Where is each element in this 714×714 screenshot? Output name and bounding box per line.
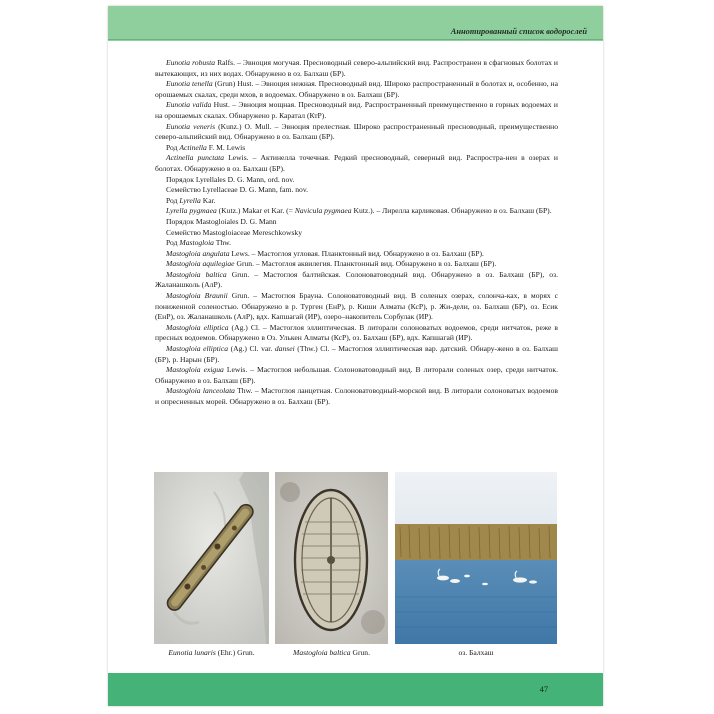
figure-caption: Eunotia lunaris (Ehr.) Grun. — [168, 648, 255, 657]
header-divider — [108, 39, 603, 40]
header-bar — [108, 6, 603, 41]
species-list — [155, 58, 558, 408]
list-item: Род Lyrella Kar. — [166, 195, 216, 205]
list-item: Lyrella pygmaea (Kutz.) Makar et Kar. (= Navicula pygmaea Kutz.). – Лирелла карликовая. Обнаружено в оз. Балхаш (БР). — [166, 206, 552, 216]
list-item: Eunotia veneris (Kunz.) O. Mull. – Эвноция прелестная. Широко распространенный пресноводный, преимущественно северо-альпийский вид. Обнаружено в оз. Балхаш (БР). — [155, 121, 558, 142]
micrograph-eunotia-lunaris — [154, 472, 269, 644]
list-item: Mastogloia Braunii Grun. – Мастоглоя Брауна. Солоноватоводный вид. В соленых озерах, солонча-ках, в морях с пониженной соленостью. Обнаружено в р. Турген (ЕнР), р. Киши Алматы (КсР), р. Жи-дели, оз. Балхаш (БР), оз. Есик (ЕнР), оз. Жаланашколь (АлР), вдх. Капшагай (ИР), озеро–накопитель Сорбулак (ИР). — [155, 291, 558, 322]
list-item: Семейство Mastogloiaceae Mereschkowsky — [166, 227, 303, 237]
running-header-title: Аннотированный список водорослей — [450, 27, 587, 36]
list-item: Mastogloia elliptica (Ag.) Cl. var. dansei (Thw.) Cl. – Мастоглоя эллиптическая вар. датский. Обнару-жено в оз. Балхаш (БР), р. Нарын (БР). — [155, 344, 558, 364]
micrograph-mastogloia-baltica — [275, 472, 388, 644]
list-item: Mastogloia elliptica (Ag.) Cl. – Мастоглоя эллиптическая. В литорали солоноватых водоемов, среди нитчаток, реже в пресных водоемов. Обнаружено в Оз. Улькен Алматы (КсР), оз. Балхаш (БР), вдх. Капшагай (ИР). — [155, 322, 558, 343]
book-page — [108, 6, 603, 706]
list-item: Род Mastogloia Thw. — [166, 238, 232, 248]
footer-bar — [108, 673, 603, 706]
page-number: 47 — [539, 685, 548, 694]
list-item: Mastogloia lanceolata Thw. – Мастоглоя ланцетная. Солоноватоводный-морской вид. В литорали солоноватых водоемов и опресненных морей. Обнаружено в оз. Балхаш (БР). — [155, 386, 558, 406]
list-item: Порядок Mastogloiales D. G. Mann — [166, 216, 277, 226]
list-item: Eunotia valida Hust. – Эвноция мощная. Пресноводный вид. Распространенный преимущественно в горных водоемах и на орошаемых скалах. Обнаружено р. Каратал (КтР). — [155, 100, 558, 120]
list-item: Mastogloia aquilegiae Grun. – Мастоглоя аквилегия. Планктонный вид. Обнаружено в оз. Балхаш (БР). — [166, 259, 497, 269]
list-item: Род Actinella F. M. Lewis — [166, 142, 246, 152]
figure-caption: оз. Балхаш — [458, 648, 494, 657]
list-item: Mastogloia angulata Lews. – Мастоглоя угловая. Планктонный вид. Обнаружено в оз. Балхаш (БР). — [166, 248, 484, 258]
list-item: Eunotia robusta Ralfs. – Эвноция могучая. Пресноводный северо-альпийский вид. Распространен в сфагновых болотах и вытекающих, из них водах. Обнаружено в оз. Балхаш (БР). — [155, 58, 558, 78]
list-item: Eunotia tenella (Grun) Hust. – Эвноция нежная. Пресноводный вид. Широко распространенный в болотах и, особенно, на орошаемых скалах, среди мхов, в водоемах. Обнаружено в оз. Балхаш (БР). — [155, 79, 558, 99]
list-item: Порядок Lyrellales D. G. Mann, ord. nov. — [166, 174, 295, 184]
list-item: Mastogloia exigua Lewis. – Мастоглоя небольшая. Солоноватоводный вид. В литорали соленых озер, среди нитчаток. Обнаружено в оз. Балхаш (БР). — [155, 365, 558, 385]
photo-lake-balkhash — [395, 472, 557, 644]
figure-caption: Mastogloia baltica Grun. — [293, 648, 370, 657]
list-item: Actinella punctata Lewis. – Актинелла точечная. Редкий пресноводный, северный вид. Распростра-нен в озерах и болотах. Обнаружено в оз. Балхаш (БР). — [155, 153, 558, 173]
list-item: Семейство Lyrellaceae D. G. Mann, fam. nov. — [166, 185, 309, 195]
list-item: Mastogloia baltica Grun. – Мастоглоя балтийская. Солоноватоводный вид. Обнаружено в оз. Балхаш (БР), оз. Жаланашколь (АлР). — [155, 269, 558, 290]
